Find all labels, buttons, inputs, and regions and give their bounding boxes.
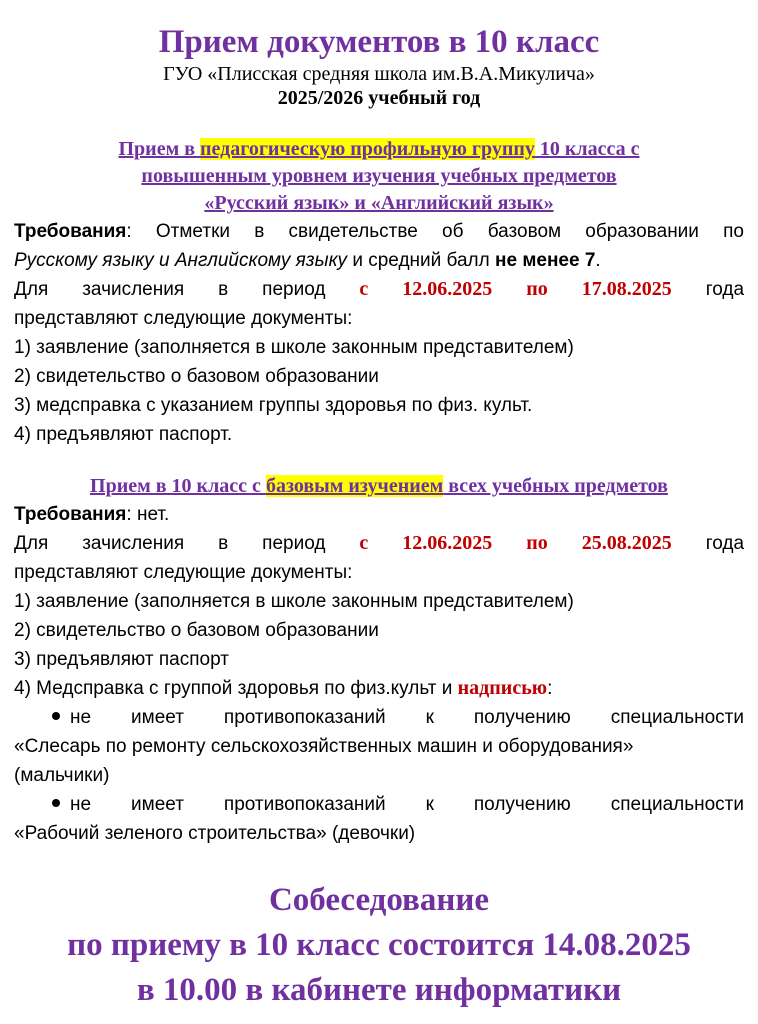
section2-req-line xyxy=(14,500,744,529)
bullet1-line2: «Слесарь по ремонту сельскохозяйственных машин и оборудования» xyxy=(14,736,634,757)
s2-w2: зачисления xyxy=(82,533,185,554)
bullet-item-1 xyxy=(14,703,744,732)
s2-w5: года xyxy=(705,533,745,554)
section1-period-line xyxy=(14,275,744,304)
interview-place: в 10.00 в кабинете информатики xyxy=(136,972,622,1008)
section1-period-line2: представляют следующие документы: xyxy=(14,308,353,329)
section1-heading-line2: повышенным уровнем изучения учебных предметов xyxy=(141,165,617,187)
s1-to: по xyxy=(526,278,548,300)
section1-req-line2 xyxy=(14,246,744,275)
section1-item-3: 3) медсправка с указанием группы здоровья по физ. культ. xyxy=(14,395,533,416)
section1-req-subjects: Русскому языку и Английскому языку xyxy=(14,250,348,271)
section2-heading-highlight: базовым изучением xyxy=(265,475,444,497)
s2-w3: в xyxy=(218,533,229,554)
header xyxy=(14,22,744,110)
section2-body xyxy=(14,500,744,848)
section2-req-label: Требования xyxy=(14,504,127,525)
section1-date-end: 17.08.2025 xyxy=(581,278,672,300)
section2-item4-pre: 4) Медсправка с группой здоровья по физ.культ и xyxy=(14,678,458,699)
bullet-item-2 xyxy=(14,790,744,819)
s1-w3: в xyxy=(218,279,229,300)
s2-w1: Для xyxy=(14,533,49,554)
section1-item-1: 1) заявление (заполняется в школе законным представителем) xyxy=(14,337,574,358)
bullet1-line3: (мальчики) xyxy=(14,765,110,786)
section2-heading xyxy=(14,473,744,500)
section2-period-line2: представляют следующие документы: xyxy=(14,562,353,583)
s1-w2: зачисления xyxy=(82,279,185,300)
section2-date-end: 25.08.2025 xyxy=(581,532,672,554)
bullet2-line2: «Рабочий зеленого строительства» (девочки) xyxy=(14,823,416,844)
section2-date-start: 12.06.2025 xyxy=(402,532,493,554)
bullet1-line1: не имеет противопоказаний к получению специальности xyxy=(70,707,744,728)
interview-notice xyxy=(14,878,744,1013)
section1-req-end: . xyxy=(595,250,601,271)
section1-req-text1: : Отметки в свидетельстве об базовом образовании по xyxy=(126,221,744,242)
section2-item-4 xyxy=(14,674,744,703)
s2-to: по xyxy=(526,532,548,554)
section2-period-line xyxy=(14,529,744,558)
s1-from: с xyxy=(359,278,369,300)
interview-date: по приему в 10 класс состоится 14.08.2025 xyxy=(67,927,691,963)
page-title: Прием документов в 10 класс xyxy=(158,24,600,60)
s1-w5: года xyxy=(705,279,745,300)
school-year: 2025/2026 учебный год xyxy=(277,87,481,109)
s1-w1: Для xyxy=(14,279,49,300)
section1-req-line1 xyxy=(14,217,744,246)
section1-body xyxy=(14,217,744,449)
section2-heading-post: всех учебных предметов xyxy=(443,475,668,497)
section2-item4-red: надписью xyxy=(457,677,548,699)
section2-heading-pre: Прием в 10 класс с xyxy=(90,475,266,497)
bullet-icon xyxy=(52,712,60,720)
section1-date-start: 12.06.2025 xyxy=(402,278,493,300)
section2-item-3: 3) предъявляют паспорт xyxy=(14,649,229,670)
section1-item-4: 4) предъявляют паспорт. xyxy=(14,424,233,445)
school-name: ГУО «Плисская средняя школа им.В.А.Микулича» xyxy=(163,63,595,85)
section1-heading xyxy=(14,136,744,217)
section2-req-text: : нет. xyxy=(126,504,170,525)
section2-item-1: 1) заявление (заполняется в школе законным представителем) xyxy=(14,591,574,612)
section1-req-label: Требования xyxy=(14,221,127,242)
section1-req-text2: и средний балл xyxy=(347,250,495,271)
bullet-icon xyxy=(52,799,60,807)
bullet2-line1: не имеет противопоказаний к получению специальности xyxy=(70,794,744,815)
section1-req-bold: не менее 7 xyxy=(495,250,596,271)
interview-title: Собеседование xyxy=(268,882,490,918)
section2-item-2: 2) свидетельство о базовом образовании xyxy=(14,620,379,641)
section1-heading-post: 10 класса с xyxy=(534,138,640,160)
section1-item-2: 2) свидетельство о базовом образовании xyxy=(14,366,379,387)
section1-heading-pre: Прием в xyxy=(118,138,201,160)
s2-w4: период xyxy=(262,533,326,554)
s2-from: с xyxy=(359,532,369,554)
section2-item4-post: : xyxy=(547,678,553,699)
section1-heading-line3: «Русский язык» и «Английский язык» xyxy=(204,192,554,214)
s1-w4: период xyxy=(262,279,326,300)
section1-heading-highlight: педагогическую профильную группу xyxy=(200,138,535,160)
